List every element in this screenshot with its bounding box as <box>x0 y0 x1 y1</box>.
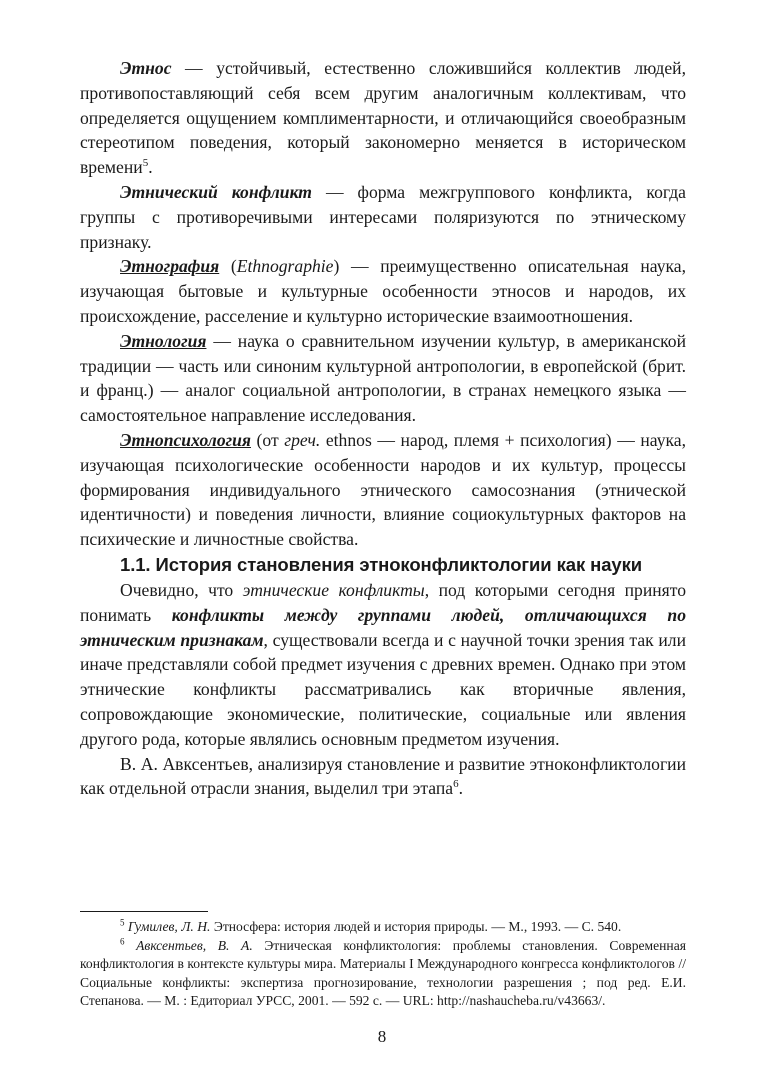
section-paragraph-2: В. А. Авксентьев, анализируя становление и развитие этноконфликтологии как отдельной отрасли знания, выделил три этапа$^6$. <box>80 753 686 799</box>
definition-ethnos: Этнос — устойчивый, естественно сложившийся коллектив людей, противопоставляющий себя всем другим аналогичным коллективам, что определяется ощущением комплиментарности, и отличающийся своеобразным стереотипом поведения, который закономерно меняется в историческом времени$^5$. <box>80 58 686 178</box>
definition-ethnography: Этнография (Ethnographie) — преимущественно описательная наука, изучающая бытовые и культурные особенности этносов и народов, их происхождение, расселение и культурно исторические взаимоотношения. <box>80 256 686 326</box>
definition-ethnology: Этнология — наука о сравнительном изучении культур, в американской традиции — часть или синоним культурной антропологии, в европейской (брит. и франц.) — аналог социальной антропологии, в странах немецкого языка — самостоятельное направление исследования. <box>80 330 686 426</box>
emphasis-definition: конфликты между группами людей, отличающихся по этническим признакам <box>80 604 686 650</box>
footnote-ref-6[interactable]: 6 <box>453 778 459 791</box>
footnote-separator <box>80 911 208 912</box>
footnote-ref-5[interactable]: 5 <box>142 157 149 170</box>
footnotes <box>80 918 686 1011</box>
footnote-author: Авксентьев, В. А. <box>136 937 253 953</box>
term-ethnography: Этнография <box>120 256 220 277</box>
emphasis-ethnic-conflicts: этнические конфликты <box>242 579 425 600</box>
term-ethnology: Этнология <box>120 330 207 351</box>
footnote-5: $^5$ Гумилев, Л. Н. Этносфера: история людей и история природы. — М., 1993. — С. 540. <box>120 917 622 934</box>
language-origin: греч. <box>284 429 321 450</box>
section-heading: 1.1. История становления этноконфликтологии как науки <box>120 553 643 575</box>
term-ethnos: Этнос <box>120 58 172 78</box>
term-ethnopsychology: Этнопсихология <box>120 429 251 450</box>
page-number: 8 <box>377 1027 387 1046</box>
footnote-6: $^6$ Авксентьев, В. А. Этническая конфликтология: проблемы становления. Современная конфликтология в контексте культуры мира. Материалы I Международного конгресса конфликтологов // Социальные конфликты: экспертиза прогнозирование, технологии разрешения ; под ред. Е.И. Степанова. — М. : Едиториал УРСС, 2001. — 592 с. — URL: http://nashaucheba.ru/v43663/. <box>80 936 686 1009</box>
term-ethnic-conflict: Этнический конфликт <box>120 181 312 202</box>
definition-ethnic-conflict: Этнический конфликт — форма межгруппового конфликта, когда группы с противоречивыми интересами поляризуются по этническому признаку. <box>80 181 686 252</box>
section-paragraph-1: Очевидно, что этнические конфликты, под которыми сегодня принято понимать конфликты между группами людей, отличающихся по этническим признакам, существовали всегда и с научной точки зрения так или иначе представляли собой предмет изучения с древних времен. Однако при этом этнические конфликты рассматривались как вторичные явления, сопровождающие экономические, политические, социальные или явления другого рода, которые являлись основным предметом изучения. <box>80 579 687 749</box>
definition-ethnopsychology: Этнопсихология (от греч. ethnos — народ, племя + психология) — наука, изучающая психологические особенности народов и их культур, процессы формирования индивидуального этнического самосознания (этнической идентичности) и поведения личности, влияние социокультурных факторов на психические и личностные свойства. <box>80 429 686 550</box>
footnote-author: Гумилев, Л. Н. <box>127 919 211 934</box>
main-text <box>80 56 686 801</box>
foreign-term: Ethnographie <box>236 256 334 277</box>
